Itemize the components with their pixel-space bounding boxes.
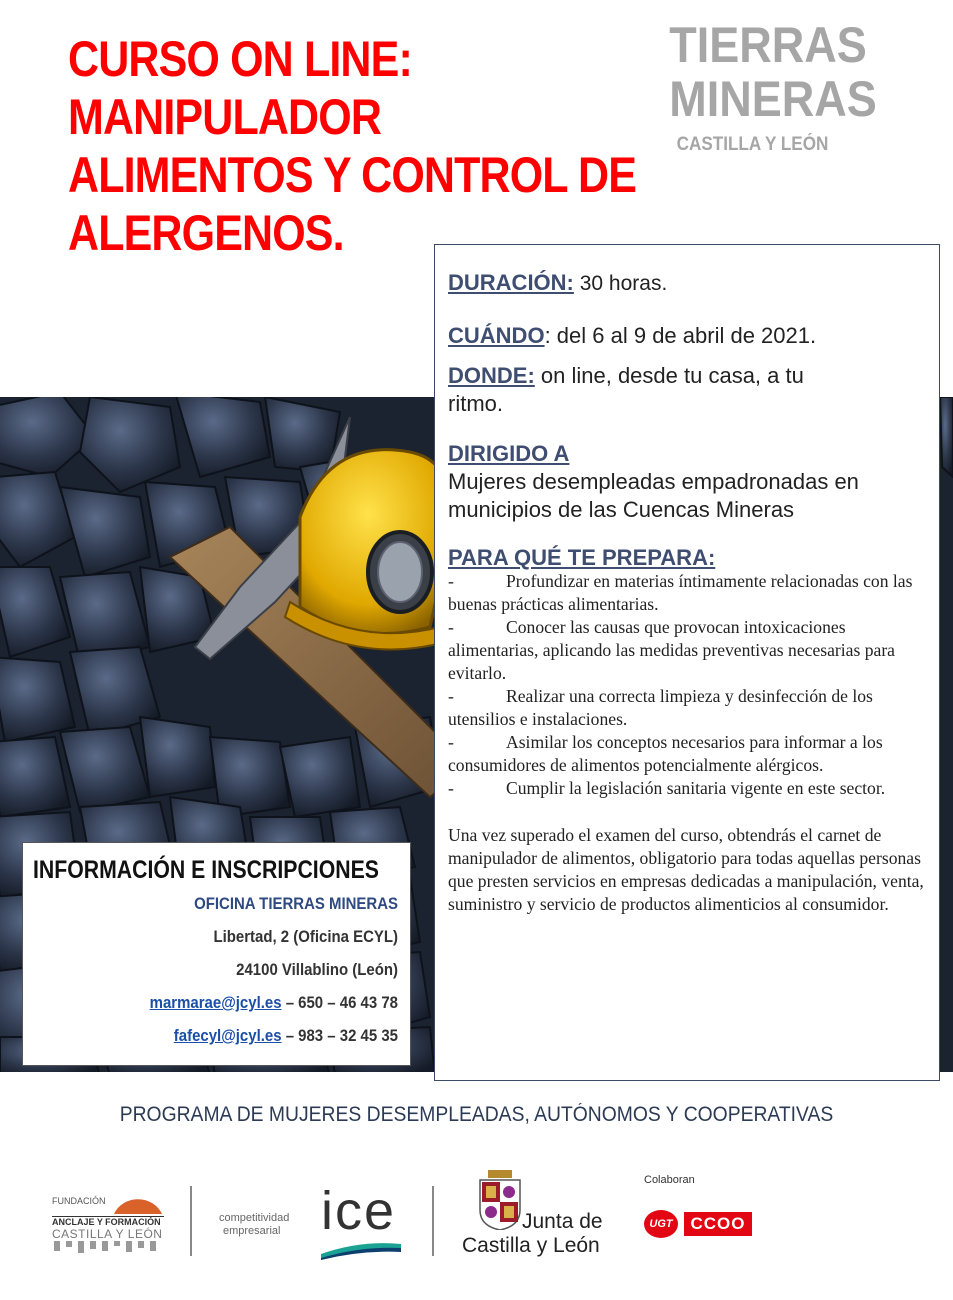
bullet-dash: - [448,571,454,591]
bullet-dash: - [448,686,454,706]
bullet-text: Asimilar los conceptos necesarios para informar a los consumidores de alimentos potencialmente alérgicos. [448,732,883,775]
target-value: Mujeres desempleadas empadronadas en municipios de las Cuencas Mineras [448,469,859,522]
title-line: ALIMENTOS Y CONTROL DE [68,147,637,203]
phone-1: – 650 – 46 43 78 [281,993,398,1012]
list-item [448,685,927,731]
bars-icon [52,1241,164,1255]
collab-label: Colaboran [644,1174,695,1186]
brand-line-1: TIERRAS [669,17,867,73]
bullet-text: Cumplir la legislación sanitaria vigente en este sector. [506,778,886,798]
ice-swoosh-icon [321,1240,401,1260]
contact-line-1 [77,986,398,1019]
fundacion-anclaje-logo [52,1188,164,1255]
duration-label: DURACIÓN: [448,270,574,295]
brand-line-3: CASTILLA Y LEÓN [676,134,829,155]
target-label: DIRIGIDO A [448,441,570,466]
when-value: : del 6 al 9 de abril de 2021. [544,323,817,348]
coat-of-arms-icon [476,1170,524,1230]
phone-2: – 983 – 32 45 35 [281,1026,398,1045]
list-item [448,616,927,685]
contact-box [22,842,411,1066]
program-name: PROGRAMA DE MUJERES DESEMPLEADAS, AUTÓNOMOS Y COOPERATIVAS [119,1103,834,1126]
duration-value: 30 horas. [573,272,668,295]
fundacion-line-3: CASTILLA Y LEÓN [52,1227,163,1241]
email-link-2[interactable]: fafecyl@jcyl.es [173,1026,282,1045]
contact-line-2 [77,1019,398,1052]
bullet-dash: - [448,617,454,637]
where-value: on line, desde tu casa, a tu ritmo. [448,363,804,416]
logo-divider [190,1186,192,1256]
ugt-logo [644,1210,678,1238]
contact-heading: INFORMACIÓN E INSCRIPCIONES [33,856,379,884]
fundacion-line-1: FUNDACIÓN [52,1196,106,1206]
logo-divider [432,1186,434,1256]
bullet-text: Conocer las causas que provocan intoxicaciones alimentarias, aplicando las medidas preventivas necesarias para evitarlo. [448,617,895,683]
bullet-text: Realizar una correcta limpieza y desinfección de los utensilios e instalaciones. [448,686,873,729]
ice-logo [215,1181,405,1260]
list-item [448,777,927,800]
where-row [448,362,927,418]
title-line: MANIPULADOR [68,89,382,145]
list-item [448,731,927,777]
list-item [448,570,927,616]
office-name: OFICINA TIERRAS MINERAS [194,894,398,913]
brand-line-2: MINERAS [669,71,877,127]
course-title [68,30,637,262]
junta-line-2: Castilla y León [462,1234,600,1257]
bullet-text: Profundizar en materias íntimamente relacionadas con las buenas prácticas alimentarias. [448,571,913,614]
where-label: DONDE: [448,363,535,388]
ice-word: ice [321,1181,397,1241]
when-label: CUÁNDO [448,323,545,348]
junta-line-1: Junta de [522,1210,603,1233]
title-line: CURSO ON LINE: [68,31,412,87]
duration-row [448,269,927,298]
email-link-1[interactable]: marmarae@jcyl.es [149,993,282,1012]
ccoo-text: CCOO [690,1214,746,1233]
when-row [448,322,927,350]
bullet-dash: - [448,732,454,752]
bullet-dash: - [448,778,454,798]
target-heading [448,440,927,468]
office-city: 24100 Villablino (León) [236,960,398,979]
ice-sub-1: competitividad [219,1212,290,1224]
closing-paragraph: Una vez superado el examen del curso, obtendrás el carnet de manipulador de alimentos, obligatorio para todas aquellas personas que presten servicios en empresas dedicadas a manipulación, venta, suministro y servicio de productos alimenticios al consumidor. [448,825,924,914]
ccoo-logo [684,1212,752,1236]
sponsor-logos [0,1170,953,1280]
title-line: ALERGENOS. [68,205,344,261]
objectives-list [448,570,927,800]
junta-logo [462,1168,622,1258]
ugt-text: UGT [649,1218,673,1230]
prepare-heading [448,546,927,570]
ice-sub-2: empresarial [223,1225,281,1237]
prepare-label: PARA QUÉ TE PREPARA: [448,545,716,570]
collaborators [644,1174,784,1254]
fundacion-line-2: ANCLAJE Y FORMACIÓN [52,1216,164,1227]
course-details-box [434,244,940,1081]
office-address: Libertad, 2 (Oficina ECYL) [213,927,398,946]
tierras-mineras-logo [660,17,877,156]
